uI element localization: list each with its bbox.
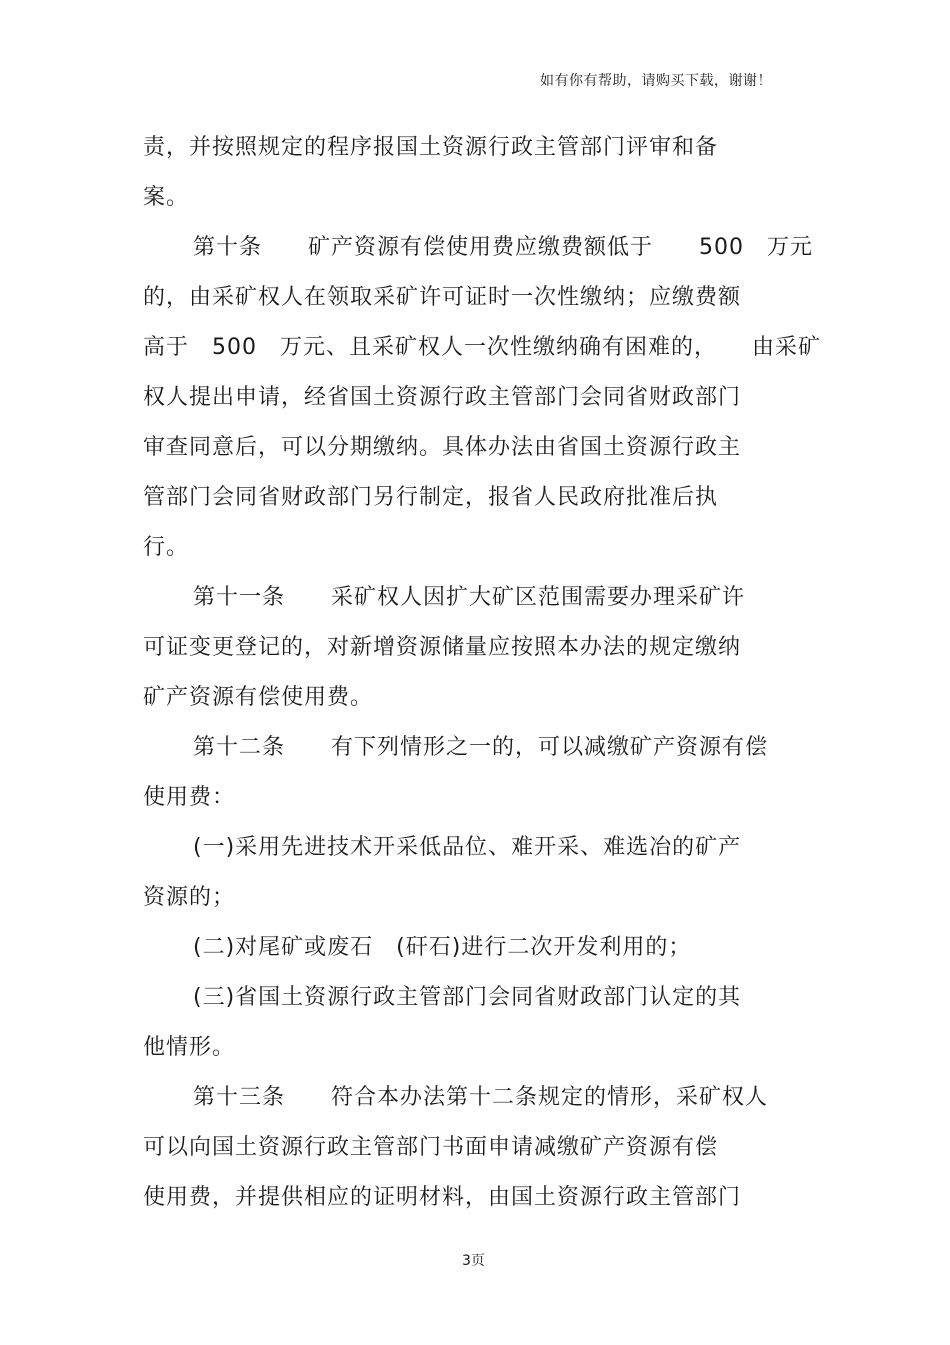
list-item-1: (一)采用先进技术开采低品位、难开采、难选冶的矿产 (193, 835, 742, 860)
header-note: 如有你有帮助，请购买下载，谢谢！ (540, 73, 772, 89)
text-line: 可证变更登记的，对新增资源储量应按照本办法的规定缴纳 (143, 635, 742, 660)
text-line: 行。 (143, 535, 190, 560)
list-item-2: (二)对尾矿或废石 (矸石)进行二次开发利用的； (193, 935, 692, 960)
text-line: 可以向国土资源行政主管部门书面申请减缴矿产资源有偿 (143, 1135, 719, 1160)
text-line: 的，由采矿权人在领取采矿许可证时一次性缴纳；应缴费额 (143, 285, 742, 310)
text-line: 权人提出申请，经省国土资源行政主管部门会同省财政部门 (143, 385, 742, 410)
article-11-heading-line: 第十一条 采矿权人因扩大矿区范围需要办理采矿许 (193, 585, 746, 610)
article-13-heading-line: 第十三条 符合本办法第十二条规定的情形，采矿权人 (193, 1085, 769, 1110)
article-12-heading-line: 第十二条 有下列情形之一的，可以减缴矿产资源有偿 (193, 735, 769, 760)
text-line: 矿产资源有偿使用费。 (143, 685, 374, 710)
text-line: 使用费： (143, 785, 236, 810)
text-line: 资源的； (143, 885, 236, 910)
text-line: 他情形。 (143, 1035, 236, 1060)
text-line: 高于 500 万元、且采矿权人一次性缴纳确有困难的， 由采矿 (143, 335, 821, 360)
text-line: 使用费，并提供相应的证明材料，由国土资源行政主管部门 (143, 1185, 742, 1210)
text-line: 责，并按照规定的程序报国土资源行政主管部门评审和备 (143, 135, 719, 160)
text-line: 审查同意后，可以分期缴纳。具体办法由省国土资源行政主 (143, 435, 742, 460)
text-line: 管部门会同省财政部门另行制定，报省人民政府批准后执 (143, 485, 719, 510)
page-number: 3页 (462, 1253, 485, 1269)
list-item-3: (三)省国土资源行政主管部门会同省财政部门认定的其 (193, 985, 742, 1010)
text-line: 案。 (143, 185, 190, 210)
article-10-heading-line: 第十条 矿产资源有偿使用费应缴费额低于 500 万元 (193, 235, 813, 260)
